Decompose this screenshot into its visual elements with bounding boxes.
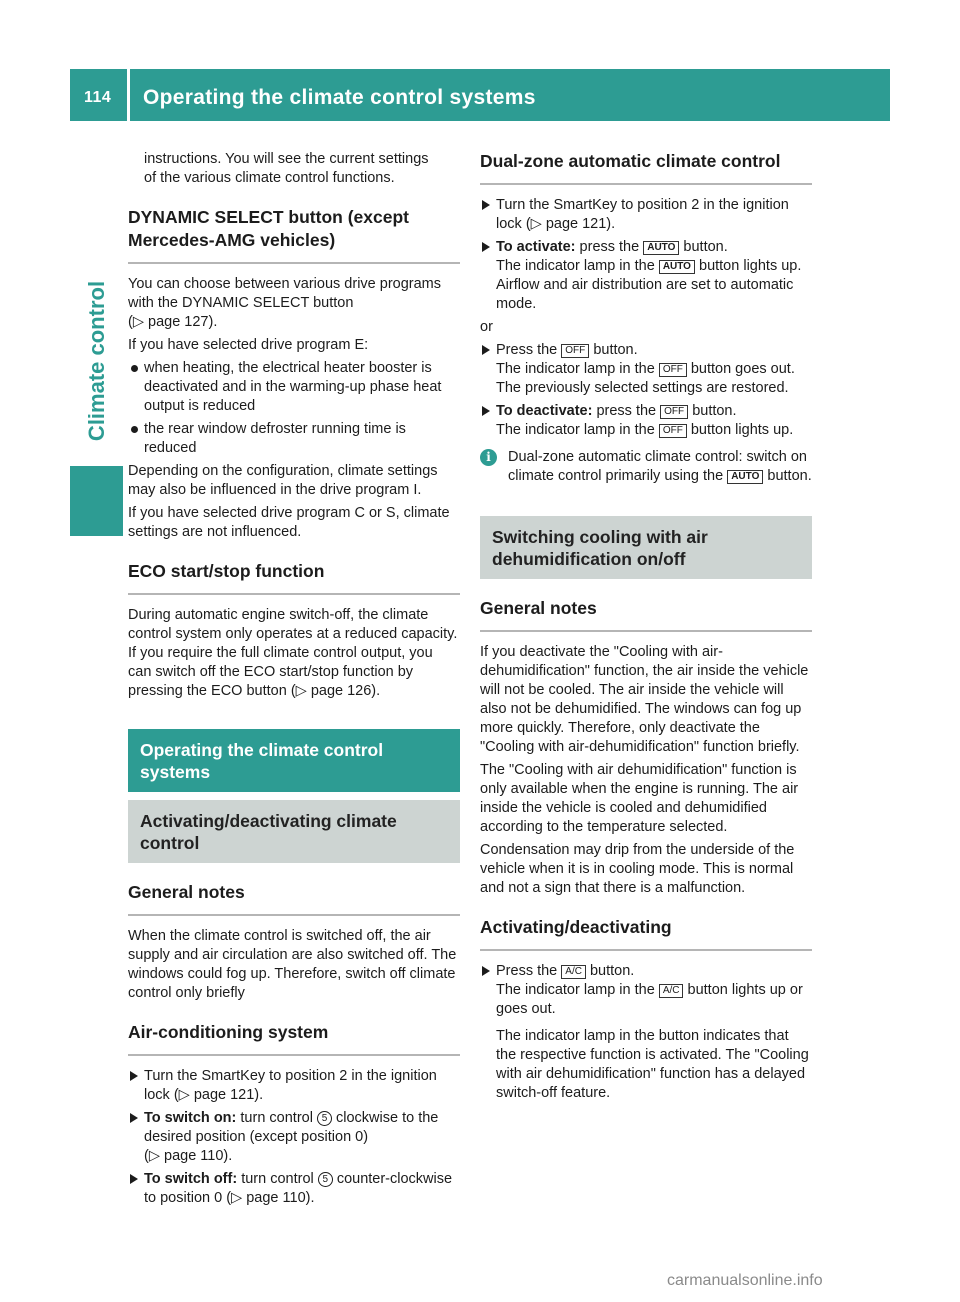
bullet-icon (131, 426, 138, 433)
step-text: The indicator lamp in the button indicates that the respective function is activated. The "Cooling with air dehumidification" function has a delayed switch-off feature. (496, 1028, 809, 1101)
instruction-step (480, 402, 812, 440)
step-text: Press the (496, 342, 558, 358)
step-arrow-icon (482, 200, 490, 210)
drive-program-cs-text: If you have selected drive program C or S, climate settings are not influenced. (128, 505, 450, 540)
auto-button-icon: AUTO (727, 470, 763, 484)
list-item (128, 359, 460, 416)
step-text: Turn the SmartKey to position 2 in the ignition lock (▷ page 121). (496, 197, 789, 232)
step-text: turn control (241, 1171, 314, 1187)
chapter-tab (83, 263, 111, 459)
auto-button-icon: AUTO (659, 260, 695, 274)
page-number: 114 (84, 89, 112, 106)
step-text: Press the (496, 963, 558, 979)
step-text: The indicator lamp in the (496, 258, 655, 274)
dual-zone-heading: Dual-zone automatic climate control (480, 150, 812, 185)
step-label: To switch off: (144, 1171, 238, 1187)
off-button-icon: OFF (659, 363, 687, 377)
off-button-icon: OFF (659, 424, 687, 438)
step-arrow-icon (130, 1174, 138, 1184)
step-text: button. (593, 342, 638, 358)
info-text: Dual-zone automatic climate control: switch on climate control primarily using the (508, 449, 807, 484)
step-text: press the (579, 239, 640, 255)
list-item (128, 420, 460, 458)
off-button-icon: OFF (561, 344, 589, 358)
left-column (128, 150, 460, 1208)
step-text: button lights up. Airflow and air distribution are set to automatic mode. (496, 258, 802, 312)
bullet-icon (131, 365, 138, 372)
step-arrow-icon (130, 1071, 138, 1081)
info-text: button. (767, 468, 812, 484)
instruction-step (128, 1170, 460, 1208)
cooling-notes-text: The "Cooling with air dehumidification" function is only available when the engine is running. The air inside the vehicle is cooled and dehumidified according to the temperature selected. (480, 762, 799, 835)
step-text: button goes out. The previously selected settings are restored. (496, 361, 795, 396)
watermark: carmanualsonline.info (667, 1272, 823, 1289)
section-banner-activating: Activating/deactivating climate control (128, 800, 460, 863)
chapter-tab-marker (70, 466, 123, 536)
step-text: clockwise to the desired position (except position 0) (144, 1110, 439, 1145)
instruction-step (480, 341, 812, 398)
page-title: Operating the climate control systems (143, 86, 536, 109)
instruction-step (480, 962, 812, 1103)
cooling-notes-text: If you deactivate the "Cooling with air-dehumidification" function, the air inside the vehicle will not be cooled. The air inside the vehicle will also not be dehumidified. The windows can fog up more quickly. Therefore, only deactivate the "Cooling with air-dehumidification" function briefly. (480, 644, 809, 755)
step-text: The indicator lamp in the (496, 422, 655, 438)
page-header (70, 69, 890, 121)
step-text: The indicator lamp in the (496, 982, 655, 998)
instruction-step (480, 196, 812, 234)
drive-program-e-text: If you have selected drive program E: (128, 337, 369, 353)
activating-heading: Activating/deactivating (480, 916, 812, 951)
control-number-icon: 5 (317, 1111, 332, 1126)
step-arrow-icon (130, 1113, 138, 1123)
page-reference-link[interactable]: (▷ page 127). (128, 314, 218, 330)
header-divider (127, 69, 130, 121)
general-notes-heading: General notes (480, 597, 812, 632)
auto-button-icon: AUTO (643, 241, 679, 255)
step-arrow-icon (482, 406, 490, 416)
general-notes-heading: General notes (128, 881, 460, 916)
info-note (480, 448, 812, 486)
step-label: To deactivate: (496, 403, 593, 419)
step-label: To switch on: (144, 1110, 237, 1126)
step-arrow-icon (482, 242, 490, 252)
instruction-step (480, 238, 812, 314)
dynamic-select-text: You can choose between various drive programs with the DYNAMIC SELECT button (128, 276, 442, 311)
step-arrow-icon (482, 345, 490, 355)
eco-text: During automatic engine switch-off, the climate control system only operates at a reduced capacity. If you require the full climate control output, you can switch off the ECO start/stop function by pressing the ECO button (▷ page 126). (128, 607, 458, 699)
or-text: or (480, 319, 493, 335)
drive-program-i-text: Depending on the configuration, climate settings may also be influenced in the drive program I. (128, 463, 438, 498)
control-number-icon: 5 (318, 1172, 333, 1187)
step-text: The indicator lamp in the (496, 361, 655, 377)
info-icon: i (480, 449, 497, 466)
off-button-icon: OFF (660, 405, 688, 419)
ac-system-heading: Air-conditioning system (128, 1021, 460, 1056)
eco-heading: ECO start/stop function (128, 560, 460, 595)
section-banner-operating: Operating the climate control systems (128, 729, 460, 792)
general-notes-text: When the climate control is switched off, the air supply and air circulation are also switched off. The windows could fog up. Therefore, switch off climate control only briefly (128, 928, 457, 1001)
section-banner-cooling: Switching cooling with air dehumidification on/off (480, 516, 812, 579)
intro-line-2: of the various climate control functions. (144, 170, 395, 186)
step-text: counter-clockwise to position 0 (▷ page 110). (144, 1171, 453, 1206)
list-item-text: when heating, the electrical heater booster is deactivated and in the warming-up phase heat output is reduced (144, 360, 442, 414)
step-text: turn control (240, 1110, 313, 1126)
step-arrow-icon (482, 966, 490, 976)
step-label: To activate: (496, 239, 576, 255)
page-reference-link[interactable]: (▷ page 110). (144, 1148, 233, 1164)
dynamic-select-heading: DYNAMIC SELECT button (except Mercedes-AMG vehicles) (128, 206, 460, 264)
intro-line-1: instructions. You will see the current settings (144, 151, 429, 167)
instruction-step (128, 1109, 460, 1166)
step-text: button. (692, 403, 737, 419)
step-text: Turn the SmartKey to position 2 in the ignition lock (▷ page 121). (144, 1068, 437, 1103)
step-text: press the (596, 403, 657, 419)
step-text: button. (683, 239, 728, 255)
instruction-step (128, 1067, 460, 1105)
step-text: button. (589, 963, 635, 979)
step-text: button lights up. (690, 422, 794, 438)
list-item-text: the rear window defroster running time is reduced (144, 421, 406, 456)
right-column (480, 150, 812, 1103)
cooling-notes-text: Condensation may drip from the underside of the vehicle when it is in cooling mode. This is normal and not a sign that there is a malfunction. (480, 842, 795, 896)
ac-button-icon: A/C (561, 965, 586, 979)
step-text: button lights up or goes out. (496, 982, 803, 1017)
chapter-tab-label: Climate control (84, 280, 109, 442)
ac-button-icon: A/C (659, 984, 684, 998)
